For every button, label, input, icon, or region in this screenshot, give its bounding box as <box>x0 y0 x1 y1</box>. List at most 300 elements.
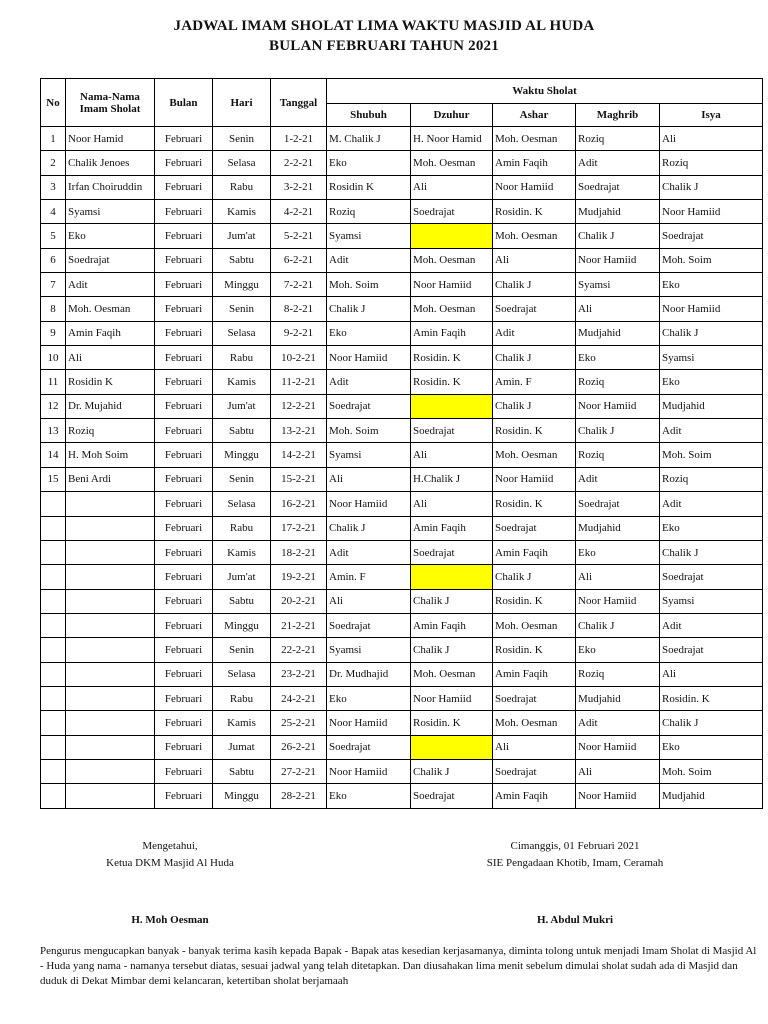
table-row <box>41 419 763 443</box>
cell-nama <box>66 759 155 783</box>
cell-bulan: Februari <box>155 297 213 321</box>
cell-no: 10 <box>41 346 66 370</box>
cell-dzuhur: Ali <box>411 492 493 516</box>
cell-shubuh: Eko <box>327 686 411 710</box>
cell-isya: Syamsi <box>660 346 763 370</box>
cell-tanggal: 14-2-21 <box>271 443 327 467</box>
cell-no <box>41 492 66 516</box>
cell-bulan: Februari <box>155 638 213 662</box>
cell-shubuh: Eko <box>327 321 411 345</box>
cell-hari: Sabtu <box>213 419 271 443</box>
cell-maghrib: Noor Hamiid <box>576 784 660 808</box>
cell-no: 7 <box>41 273 66 297</box>
cell-dzuhur: Noor Hamiid <box>411 686 493 710</box>
header-waktu-sholat: Waktu Sholat <box>327 79 763 104</box>
table-row <box>41 200 763 224</box>
table-row <box>41 516 763 540</box>
cell-hari: Rabu <box>213 516 271 540</box>
cell-dzuhur: Rosidin. K <box>411 370 493 394</box>
cell-hari: Jum'at <box>213 394 271 418</box>
cell-isya: Chalik J <box>660 175 763 199</box>
table-row <box>41 686 763 710</box>
cell-nama <box>66 589 155 613</box>
cell-bulan: Februari <box>155 540 213 564</box>
cell-isya: Eko <box>660 735 763 759</box>
cell-shubuh: Ali <box>327 467 411 491</box>
cell-tanggal: 11-2-21 <box>271 370 327 394</box>
cell-dzuhur: Soedrajat <box>411 540 493 564</box>
table-row <box>41 151 763 175</box>
cell-dzuhur: Rosidin. K <box>411 711 493 735</box>
table-row <box>41 638 763 662</box>
cell-bulan: Februari <box>155 516 213 540</box>
cell-nama: Amin Faqih <box>66 321 155 345</box>
cell-no <box>41 711 66 735</box>
cell-nama: Dr. Mujahid <box>66 394 155 418</box>
cell-dzuhur: Chalik J <box>411 589 493 613</box>
cell-tanggal: 26-2-21 <box>271 735 327 759</box>
table-row <box>41 613 763 637</box>
cell-tanggal: 2-2-21 <box>271 151 327 175</box>
header-maghrib: Maghrib <box>576 104 660 127</box>
table-row <box>41 735 763 759</box>
cell-shubuh: Noor Hamiid <box>327 759 411 783</box>
cell-bulan: Februari <box>155 565 213 589</box>
cell-hari: Rabu <box>213 686 271 710</box>
cell-dzuhur: H. Noor Hamid <box>411 127 493 151</box>
cell-isya: Roziq <box>660 467 763 491</box>
cell-hari: Rabu <box>213 346 271 370</box>
cell-bulan: Februari <box>155 589 213 613</box>
cell-tanggal: 24-2-21 <box>271 686 327 710</box>
cell-shubuh: Soedrajat <box>327 613 411 637</box>
cell-ashar: Moh. Oesman <box>493 127 576 151</box>
cell-hari: Selasa <box>213 492 271 516</box>
cell-dzuhur: Amin Faqih <box>411 516 493 540</box>
cell-isya: Adit <box>660 419 763 443</box>
cell-ashar: Soedrajat <box>493 516 576 540</box>
cell-nama: Rosidin K <box>66 370 155 394</box>
cell-shubuh: Adit <box>327 540 411 564</box>
cell-nama: Irfan Choiruddin <box>66 175 155 199</box>
cell-nama: Noor Hamid <box>66 127 155 151</box>
cell-tanggal: 12-2-21 <box>271 394 327 418</box>
cell-bulan: Februari <box>155 370 213 394</box>
cell-no <box>41 565 66 589</box>
cell-shubuh: Noor Hamiid <box>327 346 411 370</box>
cell-isya: Roziq <box>660 151 763 175</box>
cell-isya: Soedrajat <box>660 224 763 248</box>
cell-ashar: Moh. Oesman <box>493 613 576 637</box>
cell-no <box>41 516 66 540</box>
cell-ashar: Rosidin. K <box>493 419 576 443</box>
table-row <box>41 175 763 199</box>
cell-ashar: Moh. Oesman <box>493 443 576 467</box>
cell-nama <box>66 565 155 589</box>
cell-bulan: Februari <box>155 224 213 248</box>
approver-name: H. Moh Oesman <box>131 914 209 926</box>
cell-no: 8 <box>41 297 66 321</box>
cell-tanggal: 8-2-21 <box>271 297 327 321</box>
cell-ashar: Adit <box>493 321 576 345</box>
cell-maghrib: Ali <box>576 297 660 321</box>
table-row <box>41 589 763 613</box>
cell-tanggal: 6-2-21 <box>271 248 327 272</box>
cell-bulan: Februari <box>155 346 213 370</box>
cell-maghrib: Adit <box>576 467 660 491</box>
cell-shubuh: Chalik J <box>327 516 411 540</box>
cell-nama: Beni Ardi <box>66 467 155 491</box>
cell-hari: Jum'at <box>213 224 271 248</box>
cell-no: 2 <box>41 151 66 175</box>
cell-isya: Rosidin. K <box>660 686 763 710</box>
schedule-body <box>41 127 763 809</box>
cell-no: 14 <box>41 443 66 467</box>
cell-hari: Minggu <box>213 613 271 637</box>
cell-hari: Jumat <box>213 735 271 759</box>
cell-hari: Minggu <box>213 784 271 808</box>
cell-no <box>41 686 66 710</box>
cell-dzuhur <box>411 735 493 759</box>
cell-tanggal: 13-2-21 <box>271 419 327 443</box>
cell-maghrib: Noor Hamiid <box>576 589 660 613</box>
cell-maghrib: Roziq <box>576 443 660 467</box>
table-row <box>41 127 763 151</box>
cell-ashar: Soedrajat <box>493 686 576 710</box>
cell-bulan: Februari <box>155 735 213 759</box>
document-subtitle: BULAN FEBRUARI TAHUN 2021 <box>269 38 499 54</box>
cell-hari: Kamis <box>213 200 271 224</box>
cell-bulan: Februari <box>155 492 213 516</box>
cell-nama: Eko <box>66 224 155 248</box>
cell-bulan: Februari <box>155 394 213 418</box>
issuer-block <box>440 838 710 872</box>
cell-maghrib: Adit <box>576 151 660 175</box>
cell-no: 13 <box>41 419 66 443</box>
cell-isya: Ali <box>660 662 763 686</box>
cell-hari: Selasa <box>213 662 271 686</box>
cell-dzuhur: Moh. Oesman <box>411 297 493 321</box>
cell-tanggal: 4-2-21 <box>271 200 327 224</box>
header-bulan: Bulan <box>155 79 213 127</box>
table-row <box>41 540 763 564</box>
cell-no: 1 <box>41 127 66 151</box>
cell-maghrib: Roziq <box>576 370 660 394</box>
cell-maghrib: Chalik J <box>576 224 660 248</box>
cell-bulan: Februari <box>155 321 213 345</box>
cell-no: 11 <box>41 370 66 394</box>
cell-hari: Kamis <box>213 540 271 564</box>
cell-bulan: Februari <box>155 613 213 637</box>
cell-bulan: Februari <box>155 273 213 297</box>
cell-dzuhur: Amin Faqih <box>411 321 493 345</box>
cell-shubuh: Eko <box>327 784 411 808</box>
cell-hari: Selasa <box>213 321 271 345</box>
cell-tanggal: 16-2-21 <box>271 492 327 516</box>
cell-no: 3 <box>41 175 66 199</box>
cell-nama: Soedrajat <box>66 248 155 272</box>
cell-ashar: Amin Faqih <box>493 662 576 686</box>
table-row <box>41 565 763 589</box>
cell-tanggal: 18-2-21 <box>271 540 327 564</box>
cell-ashar: Rosidin. K <box>493 589 576 613</box>
cell-nama: Roziq <box>66 419 155 443</box>
cell-maghrib: Roziq <box>576 662 660 686</box>
cell-dzuhur: Moh. Oesman <box>411 662 493 686</box>
cell-ashar: Amin Faqih <box>493 540 576 564</box>
cell-hari: Senin <box>213 638 271 662</box>
cell-hari: Minggu <box>213 443 271 467</box>
cell-dzuhur: Moh. Oesman <box>411 248 493 272</box>
table-row <box>41 248 763 272</box>
cell-maghrib: Eko <box>576 346 660 370</box>
cell-no: 12 <box>41 394 66 418</box>
cell-no: 5 <box>41 224 66 248</box>
cell-shubuh: Adit <box>327 370 411 394</box>
approval-label: Mengetahui, <box>142 840 198 852</box>
cell-maghrib: Chalik J <box>576 419 660 443</box>
cell-bulan: Februari <box>155 127 213 151</box>
cell-dzuhur: Ali <box>411 443 493 467</box>
cell-ashar: Rosidin. K <box>493 638 576 662</box>
cell-isya: Syamsi <box>660 589 763 613</box>
cell-shubuh: Noor Hamiid <box>327 711 411 735</box>
cell-tanggal: 1-2-21 <box>271 127 327 151</box>
cell-maghrib: Roziq <box>576 127 660 151</box>
cell-ashar: Chalik J <box>493 346 576 370</box>
header-nama-line2: Imam Sholat <box>79 102 141 115</box>
cell-tanggal: 22-2-21 <box>271 638 327 662</box>
cell-tanggal: 17-2-21 <box>271 516 327 540</box>
table-row <box>41 467 763 491</box>
cell-bulan: Februari <box>155 467 213 491</box>
cell-shubuh: Amin. F <box>327 565 411 589</box>
header-nama <box>66 79 155 127</box>
cell-tanggal: 10-2-21 <box>271 346 327 370</box>
cell-nama <box>66 540 155 564</box>
cell-maghrib: Mudjahid <box>576 516 660 540</box>
cell-dzuhur <box>411 565 493 589</box>
cell-shubuh: Eko <box>327 151 411 175</box>
cell-maghrib: Ali <box>576 759 660 783</box>
cell-nama: H. Moh Soim <box>66 443 155 467</box>
cell-ashar: Amin Faqih <box>493 151 576 175</box>
cell-hari: Rabu <box>213 175 271 199</box>
cell-bulan: Februari <box>155 711 213 735</box>
cell-maghrib: Mudjahid <box>576 200 660 224</box>
cell-bulan: Februari <box>155 419 213 443</box>
table-row <box>41 492 763 516</box>
cell-dzuhur: Chalik J <box>411 638 493 662</box>
cell-isya: Mudjahid <box>660 784 763 808</box>
cell-hari: Kamis <box>213 711 271 735</box>
cell-isya: Adit <box>660 492 763 516</box>
cell-maghrib: Ali <box>576 565 660 589</box>
cell-maghrib: Soedrajat <box>576 492 660 516</box>
cell-maghrib: Eko <box>576 540 660 564</box>
schedule-table <box>40 78 763 809</box>
cell-hari: Kamis <box>213 370 271 394</box>
cell-nama: Adit <box>66 273 155 297</box>
cell-hari: Senin <box>213 297 271 321</box>
cell-maghrib: Noor Hamiid <box>576 735 660 759</box>
cell-dzuhur: H.Chalik J <box>411 467 493 491</box>
cell-nama: Syamsi <box>66 200 155 224</box>
header-isya: Isya <box>660 104 763 127</box>
header-shubuh: Shubuh <box>327 104 411 127</box>
cell-shubuh: Adit <box>327 248 411 272</box>
cell-nama: Ali <box>66 346 155 370</box>
cell-hari: Sabtu <box>213 589 271 613</box>
cell-nama <box>66 735 155 759</box>
cell-shubuh: Moh. Soim <box>327 419 411 443</box>
cell-tanggal: 9-2-21 <box>271 321 327 345</box>
cell-tanggal: 27-2-21 <box>271 759 327 783</box>
cell-ashar: Soedrajat <box>493 759 576 783</box>
cell-ashar: Noor Hamiid <box>493 467 576 491</box>
header-hari: Hari <box>213 79 271 127</box>
cell-shubuh: Dr. Mudhajid <box>327 662 411 686</box>
cell-tanggal: 5-2-21 <box>271 224 327 248</box>
cell-shubuh: Roziq <box>327 200 411 224</box>
cell-ashar: Moh. Oesman <box>493 224 576 248</box>
table-row <box>41 370 763 394</box>
cell-isya: Eko <box>660 516 763 540</box>
cell-isya: Adit <box>660 613 763 637</box>
cell-maghrib: Mudjahid <box>576 321 660 345</box>
cell-dzuhur: Ali <box>411 175 493 199</box>
header-tanggal: Tanggal <box>271 79 327 127</box>
cell-nama <box>66 711 155 735</box>
cell-bulan: Februari <box>155 686 213 710</box>
cell-tanggal: 25-2-21 <box>271 711 327 735</box>
cell-tanggal: 7-2-21 <box>271 273 327 297</box>
cell-bulan: Februari <box>155 759 213 783</box>
cell-bulan: Februari <box>155 662 213 686</box>
cell-isya: Chalik J <box>660 711 763 735</box>
cell-shubuh: Noor Hamiid <box>327 492 411 516</box>
cell-tanggal: 15-2-21 <box>271 467 327 491</box>
cell-maghrib: Noor Hamiid <box>576 248 660 272</box>
table-row <box>41 711 763 735</box>
table-row <box>41 759 763 783</box>
cell-shubuh: Soedrajat <box>327 394 411 418</box>
cell-no <box>41 759 66 783</box>
cell-shubuh: Chalik J <box>327 297 411 321</box>
issuer-name: H. Abdul Mukri <box>536 914 614 926</box>
cell-shubuh: Syamsi <box>327 443 411 467</box>
cell-hari: Senin <box>213 127 271 151</box>
cell-maghrib: Syamsi <box>576 273 660 297</box>
cell-isya: Moh. Soim <box>660 443 763 467</box>
cell-tanggal: 3-2-21 <box>271 175 327 199</box>
issue-place-date: Cimanggis, 01 Februari 2021 <box>510 840 640 852</box>
cell-hari: Jum'at <box>213 565 271 589</box>
cell-bulan: Februari <box>155 443 213 467</box>
cell-nama <box>66 492 155 516</box>
cell-shubuh: Ali <box>327 589 411 613</box>
cell-ashar: Amin Faqih <box>493 784 576 808</box>
cell-hari: Sabtu <box>213 759 271 783</box>
cell-tanggal: 19-2-21 <box>271 565 327 589</box>
cell-isya: Noor Hamiid <box>660 200 763 224</box>
cell-shubuh: Soedrajat <box>327 735 411 759</box>
cell-dzuhur <box>411 224 493 248</box>
cell-hari: Selasa <box>213 151 271 175</box>
cell-maghrib: Chalik J <box>576 613 660 637</box>
cell-ashar: Soedrajat <box>493 297 576 321</box>
cell-shubuh: Moh. Soim <box>327 273 411 297</box>
cell-ashar: Moh. Oesman <box>493 711 576 735</box>
cell-dzuhur: Soedrajat <box>411 200 493 224</box>
cell-ashar: Rosidin. K <box>493 492 576 516</box>
cell-ashar: Ali <box>493 248 576 272</box>
cell-isya: Chalik J <box>660 321 763 345</box>
cell-nama: Moh. Oesman <box>66 297 155 321</box>
cell-maghrib: Eko <box>576 638 660 662</box>
cell-dzuhur <box>411 394 493 418</box>
table-row <box>41 321 763 345</box>
cell-ashar: Rosidin. K <box>493 200 576 224</box>
cell-ashar: Chalik J <box>493 394 576 418</box>
cell-tanggal: 28-2-21 <box>271 784 327 808</box>
cell-bulan: Februari <box>155 784 213 808</box>
cell-tanggal: 23-2-21 <box>271 662 327 686</box>
table-row <box>41 224 763 248</box>
cell-maghrib: Noor Hamiid <box>576 394 660 418</box>
cell-isya: Chalik J <box>660 540 763 564</box>
cell-maghrib: Mudjahid <box>576 686 660 710</box>
cell-isya: Noor Hamiid <box>660 297 763 321</box>
cell-no: 6 <box>41 248 66 272</box>
cell-ashar: Chalik J <box>493 273 576 297</box>
cell-no <box>41 735 66 759</box>
cell-no <box>41 613 66 637</box>
cell-isya: Eko <box>660 370 763 394</box>
table-row <box>41 297 763 321</box>
cell-tanggal: 21-2-21 <box>271 613 327 637</box>
cell-isya: Ali <box>660 127 763 151</box>
cell-bulan: Februari <box>155 175 213 199</box>
cell-hari: Minggu <box>213 273 271 297</box>
cell-ashar: Amin. F <box>493 370 576 394</box>
cell-no <box>41 784 66 808</box>
cell-no: 15 <box>41 467 66 491</box>
cell-maghrib: Adit <box>576 711 660 735</box>
cell-shubuh: Syamsi <box>327 638 411 662</box>
header-nama-line1: Nama-Nama <box>80 90 140 103</box>
cell-nama <box>66 662 155 686</box>
document-title: JADWAL IMAM SHOLAT LIMA WAKTU MASJID AL HUDA <box>173 18 595 34</box>
cell-no <box>41 589 66 613</box>
cell-no: 9 <box>41 321 66 345</box>
cell-nama <box>66 613 155 637</box>
cell-ashar: Chalik J <box>493 565 576 589</box>
table-row <box>41 784 763 808</box>
cell-isya: Soedrajat <box>660 565 763 589</box>
cell-shubuh: M. Chalik J <box>327 127 411 151</box>
cell-bulan: Februari <box>155 200 213 224</box>
cell-ashar: Noor Hamiid <box>493 175 576 199</box>
cell-dzuhur: Noor Hamiid <box>411 273 493 297</box>
cell-nama <box>66 784 155 808</box>
cell-dzuhur: Soedrajat <box>411 784 493 808</box>
cell-dzuhur: Amin Faqih <box>411 613 493 637</box>
table-row <box>41 662 763 686</box>
table-row <box>41 443 763 467</box>
cell-isya: Mudjahid <box>660 394 763 418</box>
cell-nama: Chalik Jenoes <box>66 151 155 175</box>
